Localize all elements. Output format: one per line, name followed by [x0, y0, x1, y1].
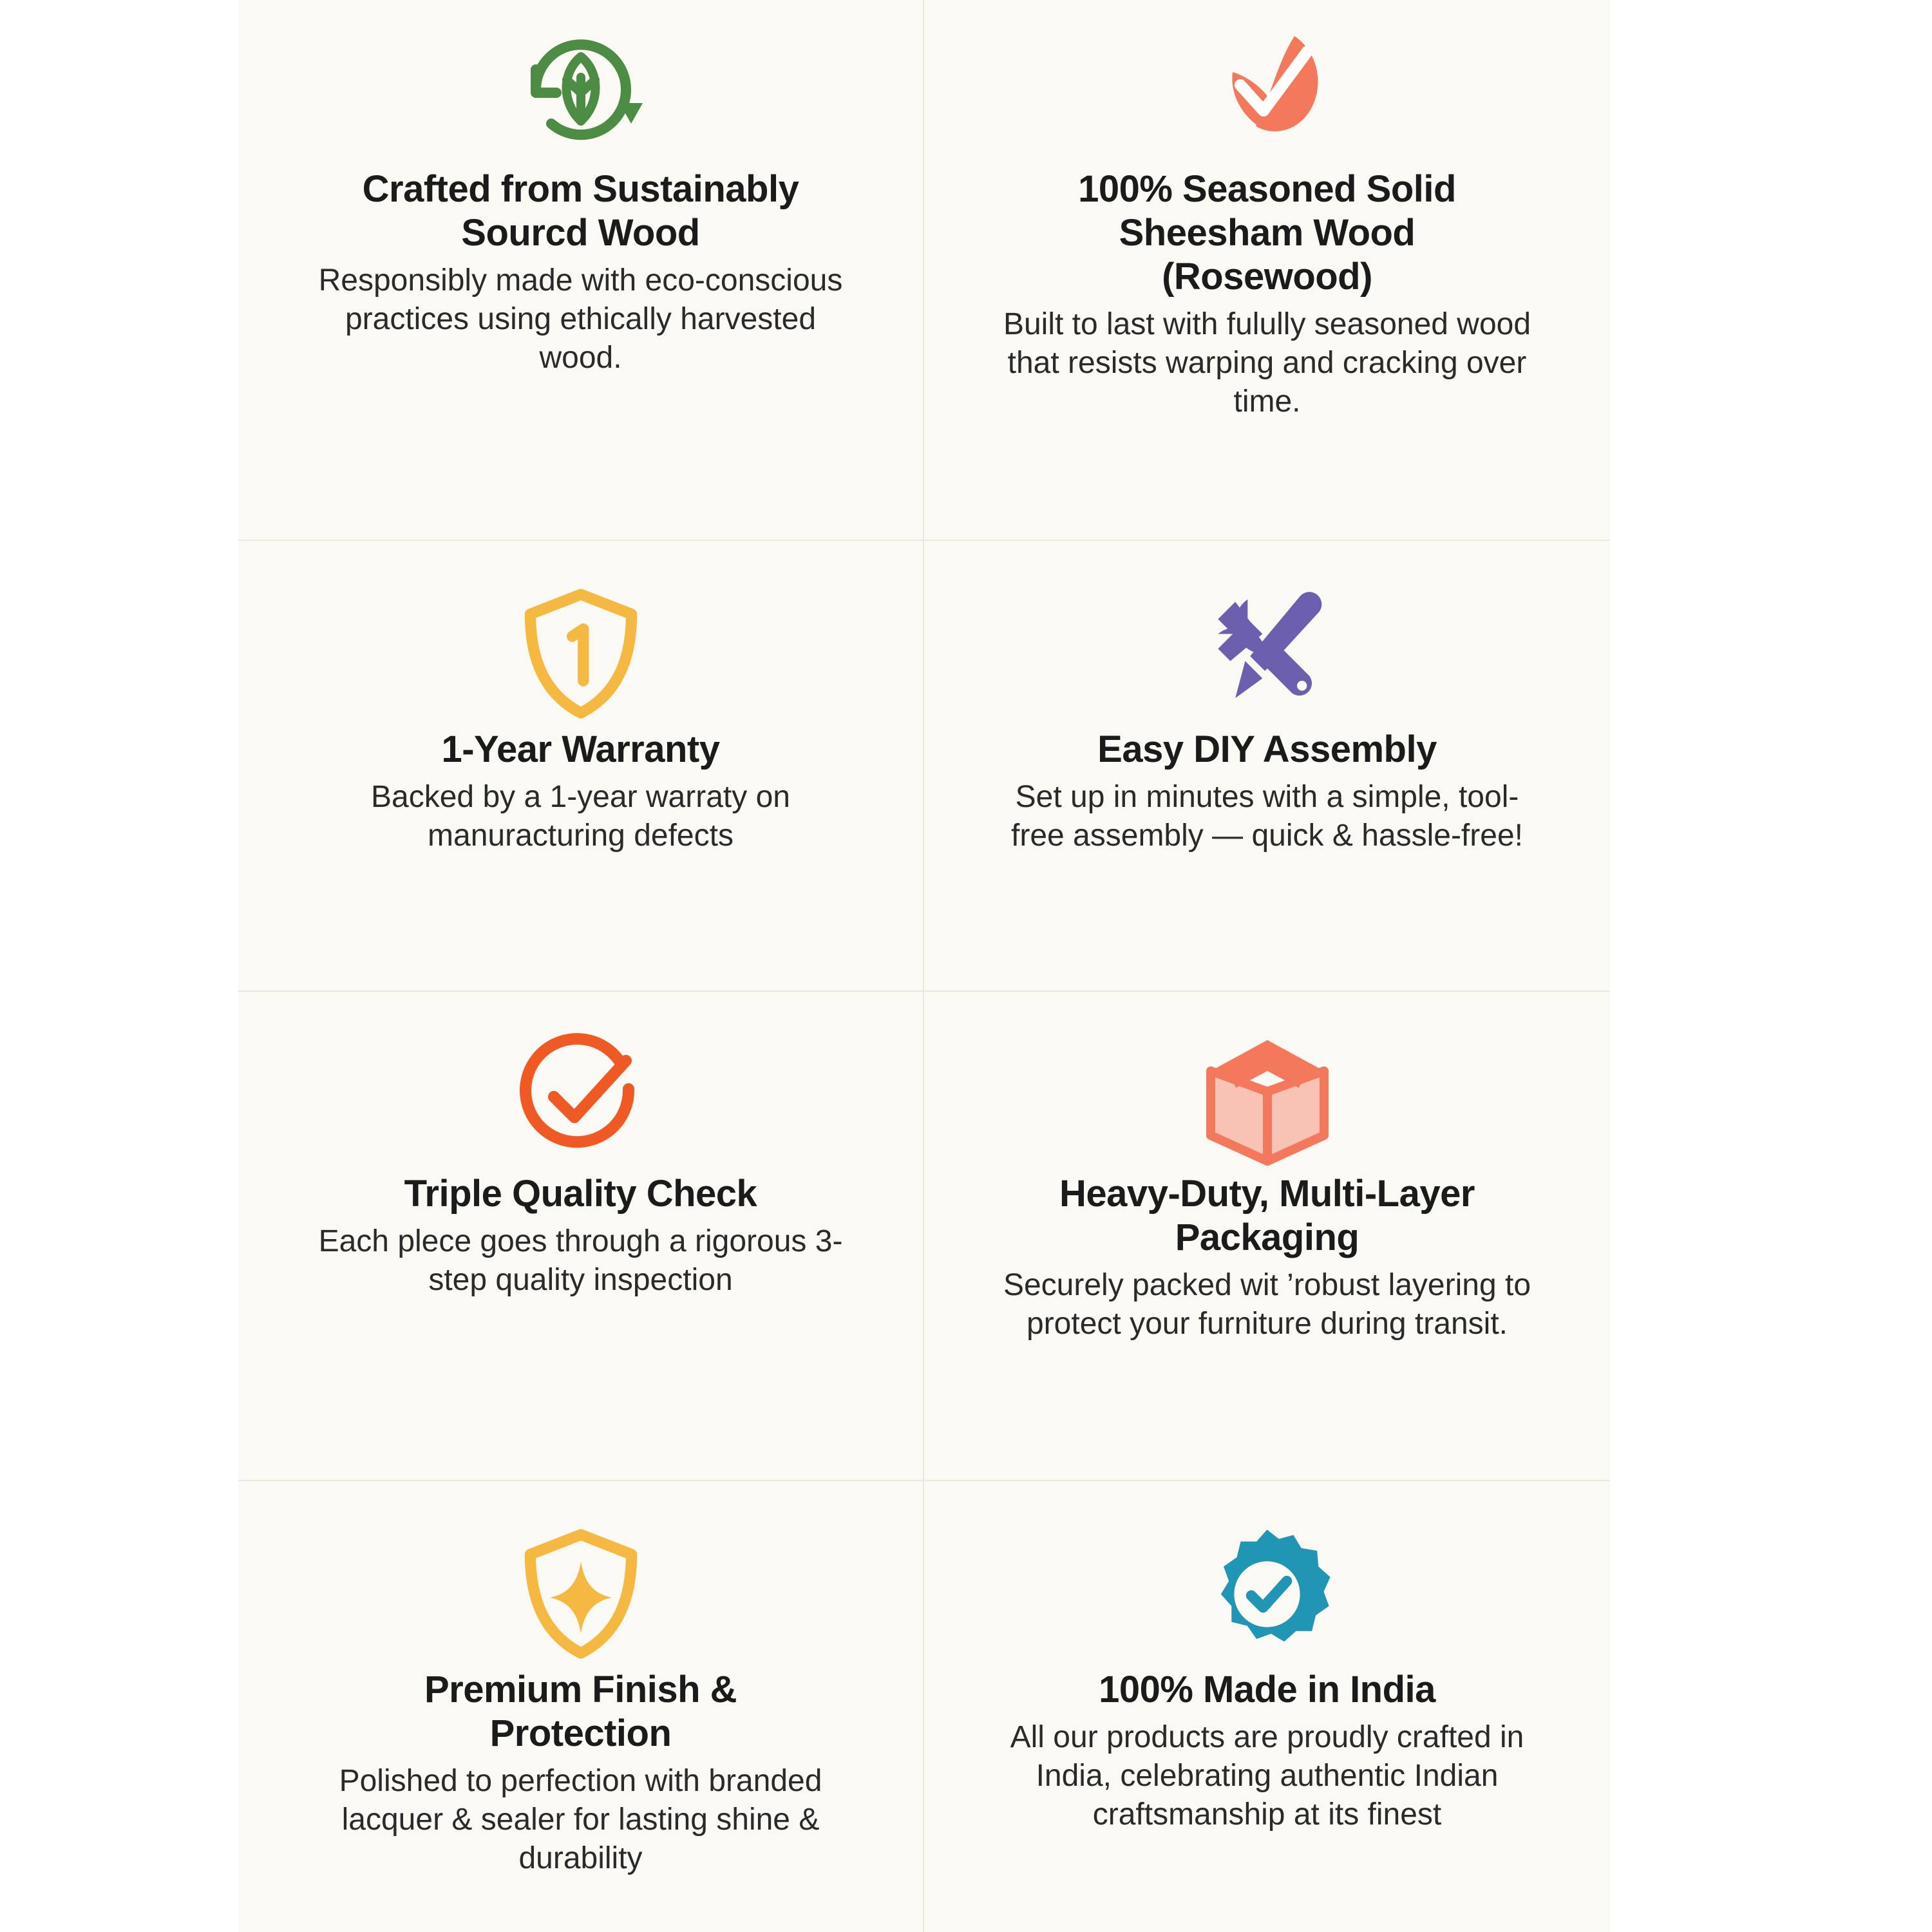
open-box-icon	[1190, 1024, 1345, 1172]
feature-description: Securely packed wit ’robust layering to protect your furniture during transit.	[1003, 1267, 1531, 1341]
feature-grid	[238, 0, 1610, 1932]
shield-sparkle-icon	[507, 1520, 655, 1668]
feature-title: Easy DIY Assembly	[1097, 728, 1437, 770]
wrench-screwdriver-icon	[1187, 580, 1348, 728]
feature-card-diy-assembly	[924, 541, 1610, 992]
badge-check-icon	[1195, 1520, 1340, 1668]
feature-card-made-in-india	[924, 1481, 1610, 1932]
feature-title: Heavy-Duty, Multi-Layer Packaging	[1059, 1173, 1475, 1258]
feature-title: Premium Finish & Protection	[424, 1669, 737, 1754]
feature-description: Backed by a 1-year warraty on manuracturing defects	[371, 779, 790, 853]
leaf-check-icon	[1184, 13, 1351, 167]
feature-card-seasoned-sheesham	[924, 0, 1610, 541]
feature-description: All our products are proudly crafted in India, celebrating authentic Indian craftsmanship at its finest	[1010, 1719, 1524, 1832]
feature-title: Triple Quality Check	[404, 1173, 757, 1215]
feature-title: Crafted from Sustainably Sourcd Wood	[362, 168, 799, 254]
feature-title: 100% Made in India	[1099, 1669, 1435, 1710]
leaf-recycle-icon	[497, 13, 665, 167]
feature-description: Polished to perfection with branded lacquer & sealer for lasting shine & durability	[339, 1763, 822, 1875]
shield-one-year-icon	[507, 580, 655, 728]
feature-card-quality-check	[238, 992, 924, 1481]
feature-description: Set up in minutes with a simple, tool-free assembly — quick & hassle-free!	[1011, 779, 1523, 853]
feature-description: Built to last with fulully seasoned wood that resists warping and cracking over time.	[1003, 307, 1531, 419]
feature-card-packaging	[924, 992, 1610, 1481]
feature-card-sustainable-wood	[238, 0, 924, 541]
feature-description: Responsibly made with eco-conscious practices using ethically harvested wood.	[318, 263, 843, 375]
feature-description: Each plece goes through a rigorous 3-step quality inspection	[318, 1224, 843, 1297]
feature-title: 100% Seasoned Solid Sheesham Wood (Rosewood)	[1078, 168, 1456, 298]
feature-title: 1-Year Warranty	[441, 728, 720, 770]
circle-check-icon	[507, 1024, 655, 1172]
feature-card-premium-finish	[238, 1481, 924, 1932]
feature-card-warranty	[238, 541, 924, 992]
